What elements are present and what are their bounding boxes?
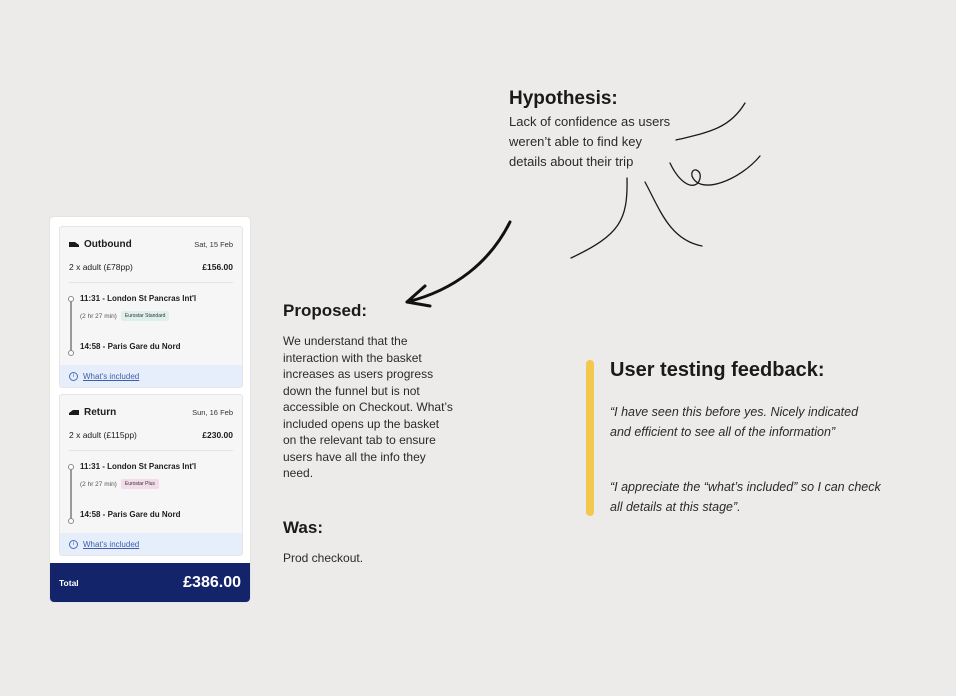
timeline-dot	[68, 464, 74, 470]
divider	[69, 450, 233, 451]
was-body: Prod checkout.	[283, 551, 364, 565]
total-amount: £386.00	[183, 573, 241, 591]
departure-stop: 11:31 - London St Pancras Int'l	[80, 462, 197, 471]
feedback-quote: “I have seen this before yes. Nicely indicated and efficient to see all of the information”	[610, 405, 859, 439]
duration-row	[80, 311, 169, 321]
return-leg	[59, 394, 243, 556]
passengers: 2 x adult (£115pp)	[69, 430, 137, 440]
leg-date: Sat, 15 Feb	[194, 239, 233, 249]
leg-date: Sun, 16 Feb	[192, 407, 233, 417]
whats-included-bar[interactable]	[60, 533, 242, 555]
whats-included-link[interactable]: What's included	[83, 371, 140, 381]
timeline-dot	[68, 518, 74, 524]
feedback-title: User testing feedback:	[610, 359, 825, 381]
arrival-stop: 14:58 - Paris Gare du Nord	[80, 342, 181, 351]
leg-title	[69, 239, 132, 250]
duration: (2 hr 27 min)	[80, 480, 117, 488]
duration: (2 hr 27 min)	[80, 312, 117, 320]
feedback-accent-bar	[586, 360, 594, 516]
leg-title-text: Return	[84, 406, 117, 418]
total-label: Total	[59, 577, 79, 588]
feedback-quote: “I appreciate the “what’s included” so I can check all details at this stage”.	[610, 480, 881, 514]
class-tag: Eurostar Standard	[121, 311, 170, 321]
outbound-leg	[59, 226, 243, 388]
whats-included-bar[interactable]	[60, 365, 242, 387]
journey-timeline	[70, 298, 72, 354]
info-icon: i	[69, 372, 78, 381]
sketch-line	[645, 182, 702, 246]
leg-price: £156.00	[202, 262, 233, 272]
proposed-title: Proposed:	[283, 301, 368, 320]
arrival-stop: 14:58 - Paris Gare du Nord	[80, 510, 181, 519]
hypothesis-title: Hypothesis:	[509, 88, 618, 109]
was-title: Was:	[283, 518, 323, 537]
hypothesis-body: Lack of confidence as users weren’t able to find key details about their trip	[509, 114, 671, 169]
leg-header	[69, 237, 233, 251]
arrow-icon	[407, 222, 510, 306]
whats-included-link[interactable]: What's included	[83, 539, 140, 549]
train-icon	[69, 240, 79, 248]
leg-price: £230.00	[202, 430, 233, 440]
basket-card	[50, 217, 250, 602]
info-icon: i	[69, 540, 78, 549]
class-tag: Eurostar Plus	[121, 479, 159, 489]
price-row	[69, 262, 233, 272]
timeline-dot	[68, 296, 74, 302]
divider	[69, 282, 233, 283]
journey-timeline	[70, 466, 72, 522]
duration-row	[80, 479, 159, 489]
departure-stop: 11:31 - London St Pancras Int'l	[80, 294, 197, 303]
sketch-line	[670, 156, 760, 185]
leg-title-text: Outbound	[84, 238, 132, 250]
leg-header	[69, 405, 233, 419]
leg-title	[69, 407, 116, 418]
price-row	[69, 430, 233, 440]
sketch-line	[676, 103, 745, 140]
train-icon	[69, 408, 79, 416]
timeline-dot	[68, 350, 74, 356]
sketch-line	[571, 178, 627, 258]
total-bar	[50, 563, 250, 602]
proposed-body: We understand that the interaction with the basket increases as users progress down the funnel but is not accessible on Checkout. What’s included opens up the basket on the relevant tab to ensure users have all the info they need.	[283, 334, 453, 480]
passengers: 2 x adult (£78pp)	[69, 262, 133, 272]
